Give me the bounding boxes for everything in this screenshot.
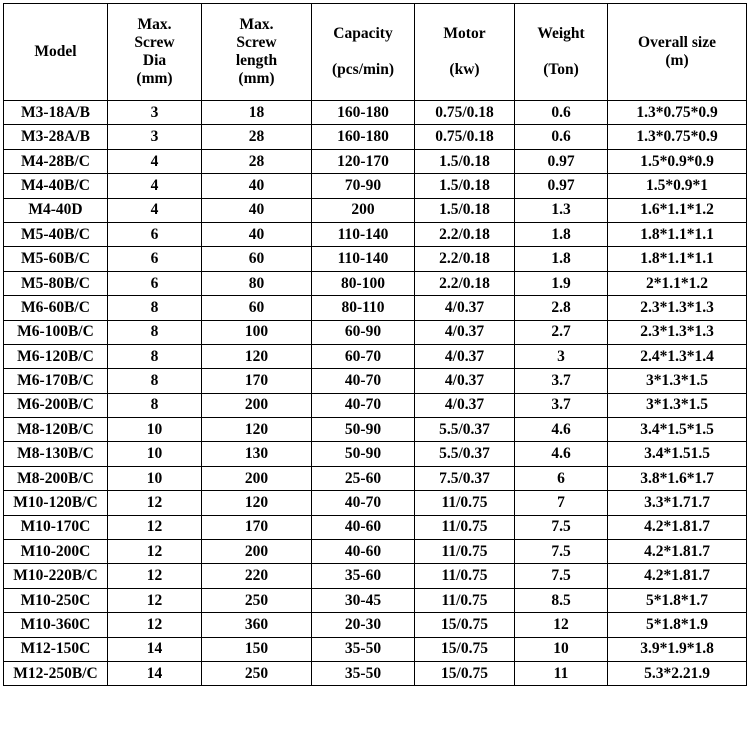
cell-model: M3-18A/B xyxy=(4,101,108,125)
header-screw-dia: Max. Screw Dia (mm) xyxy=(108,4,202,101)
cell-model: M4-40B/C xyxy=(4,174,108,198)
cell-model: M6-100B/C xyxy=(4,320,108,344)
cell-motor: 11/0.75 xyxy=(415,540,515,564)
cell-screw-length: 100 xyxy=(202,320,312,344)
cell-capacity: 80-110 xyxy=(312,296,415,320)
cell-capacity: 50-90 xyxy=(312,418,415,442)
cell-model: M5-40B/C xyxy=(4,222,108,246)
cell-screw-length: 120 xyxy=(202,491,312,515)
header-capacity: Capacity (pcs/min) xyxy=(312,4,415,101)
cell-model: M12-250B/C xyxy=(4,661,108,685)
cell-capacity: 160-180 xyxy=(312,125,415,149)
cell-overall-size: 3.9*1.9*1.8 xyxy=(608,637,747,661)
cell-capacity: 40-60 xyxy=(312,540,415,564)
cell-capacity: 35-60 xyxy=(312,564,415,588)
cell-capacity: 70-90 xyxy=(312,174,415,198)
cell-motor: 15/0.75 xyxy=(415,637,515,661)
cell-model: M10-360C xyxy=(4,613,108,637)
cell-weight: 6 xyxy=(515,466,608,490)
cell-motor: 2.2/0.18 xyxy=(415,271,515,295)
cell-overall-size: 1.5*0.9*1 xyxy=(608,174,747,198)
cell-screw-dia: 8 xyxy=(108,344,202,368)
cell-capacity: 160-180 xyxy=(312,101,415,125)
cell-motor: 1.5/0.18 xyxy=(415,198,515,222)
cell-model: M3-28A/B xyxy=(4,125,108,149)
cell-motor: 4/0.37 xyxy=(415,296,515,320)
cell-screw-dia: 10 xyxy=(108,466,202,490)
cell-motor: 0.75/0.18 xyxy=(415,125,515,149)
cell-weight: 7.5 xyxy=(515,540,608,564)
cell-overall-size: 3.3*1.71.7 xyxy=(608,491,747,515)
table-row xyxy=(4,588,747,612)
cell-motor: 4/0.37 xyxy=(415,369,515,393)
cell-weight: 3.7 xyxy=(515,369,608,393)
cell-screw-length: 120 xyxy=(202,344,312,368)
cell-model: M6-60B/C xyxy=(4,296,108,320)
cell-weight: 0.6 xyxy=(515,125,608,149)
cell-model: M12-150C xyxy=(4,637,108,661)
cell-weight: 1.3 xyxy=(515,198,608,222)
cell-weight: 3.7 xyxy=(515,393,608,417)
cell-motor: 5.5/0.37 xyxy=(415,442,515,466)
table-row xyxy=(4,174,747,198)
cell-capacity: 40-70 xyxy=(312,491,415,515)
table-row xyxy=(4,418,747,442)
cell-capacity: 40-70 xyxy=(312,393,415,417)
cell-overall-size: 1.3*0.75*0.9 xyxy=(608,125,747,149)
cell-model: M5-80B/C xyxy=(4,271,108,295)
cell-screw-length: 250 xyxy=(202,588,312,612)
cell-weight: 1.8 xyxy=(515,222,608,246)
cell-overall-size: 1.8*1.1*1.1 xyxy=(608,247,747,271)
cell-capacity: 60-70 xyxy=(312,344,415,368)
cell-motor: 4/0.37 xyxy=(415,320,515,344)
cell-screw-length: 120 xyxy=(202,418,312,442)
cell-overall-size: 3.4*1.5*1.5 xyxy=(608,418,747,442)
cell-weight: 7 xyxy=(515,491,608,515)
cell-model: M4-28B/C xyxy=(4,149,108,173)
cell-model: M6-120B/C xyxy=(4,344,108,368)
cell-model: M6-170B/C xyxy=(4,369,108,393)
cell-overall-size: 5.3*2.21.9 xyxy=(608,661,747,685)
cell-motor: 4/0.37 xyxy=(415,393,515,417)
table-header xyxy=(4,4,747,101)
cell-capacity: 80-100 xyxy=(312,271,415,295)
cell-weight: 7.5 xyxy=(515,564,608,588)
header-overall-size: Overall size (m) xyxy=(608,4,747,101)
cell-capacity: 200 xyxy=(312,198,415,222)
table-row xyxy=(4,613,747,637)
cell-screw-length: 80 xyxy=(202,271,312,295)
cell-capacity: 30-45 xyxy=(312,588,415,612)
cell-motor: 4/0.37 xyxy=(415,344,515,368)
cell-weight: 0.6 xyxy=(515,101,608,125)
cell-screw-length: 250 xyxy=(202,661,312,685)
cell-motor: 15/0.75 xyxy=(415,613,515,637)
cell-weight: 4.6 xyxy=(515,442,608,466)
cell-weight: 0.97 xyxy=(515,149,608,173)
cell-capacity: 110-140 xyxy=(312,247,415,271)
cell-screw-dia: 6 xyxy=(108,222,202,246)
cell-weight: 7.5 xyxy=(515,515,608,539)
cell-screw-length: 360 xyxy=(202,613,312,637)
cell-motor: 1.5/0.18 xyxy=(415,174,515,198)
cell-model: M10-120B/C xyxy=(4,491,108,515)
header-model: Model xyxy=(4,4,108,101)
table-row xyxy=(4,369,747,393)
cell-screw-dia: 8 xyxy=(108,369,202,393)
cell-screw-dia: 8 xyxy=(108,393,202,417)
cell-screw-dia: 6 xyxy=(108,271,202,295)
table-row xyxy=(4,247,747,271)
cell-screw-length: 200 xyxy=(202,466,312,490)
cell-motor: 11/0.75 xyxy=(415,564,515,588)
cell-screw-dia: 14 xyxy=(108,661,202,685)
cell-screw-dia: 12 xyxy=(108,588,202,612)
cell-screw-length: 220 xyxy=(202,564,312,588)
cell-screw-dia: 12 xyxy=(108,540,202,564)
cell-capacity: 120-170 xyxy=(312,149,415,173)
table-row xyxy=(4,637,747,661)
cell-overall-size: 1.3*0.75*0.9 xyxy=(608,101,747,125)
cell-screw-length: 18 xyxy=(202,101,312,125)
cell-weight: 3 xyxy=(515,344,608,368)
table-row xyxy=(4,271,747,295)
cell-weight: 11 xyxy=(515,661,608,685)
table-row xyxy=(4,198,747,222)
cell-screw-dia: 10 xyxy=(108,442,202,466)
cell-screw-length: 40 xyxy=(202,174,312,198)
header-weight: Weight (Ton) xyxy=(515,4,608,101)
cell-overall-size: 4.2*1.81.7 xyxy=(608,515,747,539)
cell-model: M8-120B/C xyxy=(4,418,108,442)
table-row xyxy=(4,296,747,320)
cell-overall-size: 2.4*1.3*1.4 xyxy=(608,344,747,368)
cell-screw-length: 28 xyxy=(202,125,312,149)
cell-overall-size: 3*1.3*1.5 xyxy=(608,393,747,417)
cell-screw-dia: 8 xyxy=(108,296,202,320)
cell-screw-dia: 4 xyxy=(108,198,202,222)
cell-model: M5-60B/C xyxy=(4,247,108,271)
table-row xyxy=(4,661,747,685)
cell-weight: 10 xyxy=(515,637,608,661)
cell-screw-dia: 12 xyxy=(108,515,202,539)
cell-model: M10-170C xyxy=(4,515,108,539)
cell-screw-length: 150 xyxy=(202,637,312,661)
header-screw-length: Max. Screw length (mm) xyxy=(202,4,312,101)
header-row xyxy=(4,4,747,101)
cell-model: M4-40D xyxy=(4,198,108,222)
cell-model: M8-200B/C xyxy=(4,466,108,490)
cell-motor: 11/0.75 xyxy=(415,588,515,612)
cell-capacity: 110-140 xyxy=(312,222,415,246)
cell-capacity: 50-90 xyxy=(312,442,415,466)
cell-overall-size: 2.3*1.3*1.3 xyxy=(608,320,747,344)
cell-motor: 5.5/0.37 xyxy=(415,418,515,442)
cell-motor: 0.75/0.18 xyxy=(415,101,515,125)
cell-screw-length: 200 xyxy=(202,393,312,417)
cell-model: M6-200B/C xyxy=(4,393,108,417)
cell-screw-dia: 6 xyxy=(108,247,202,271)
cell-screw-dia: 10 xyxy=(108,418,202,442)
table-row xyxy=(4,101,747,125)
table-row xyxy=(4,149,747,173)
table-row xyxy=(4,393,747,417)
cell-screw-dia: 14 xyxy=(108,637,202,661)
cell-overall-size: 2.3*1.3*1.3 xyxy=(608,296,747,320)
cell-screw-length: 40 xyxy=(202,222,312,246)
table-row xyxy=(4,125,747,149)
cell-weight: 1.9 xyxy=(515,271,608,295)
cell-overall-size: 5*1.8*1.7 xyxy=(608,588,747,612)
cell-overall-size: 3.8*1.6*1.7 xyxy=(608,466,747,490)
cell-screw-length: 28 xyxy=(202,149,312,173)
cell-capacity: 20-30 xyxy=(312,613,415,637)
cell-weight: 1.8 xyxy=(515,247,608,271)
cell-motor: 2.2/0.18 xyxy=(415,222,515,246)
cell-model: M10-220B/C xyxy=(4,564,108,588)
table-body xyxy=(4,101,747,686)
cell-overall-size: 5*1.8*1.9 xyxy=(608,613,747,637)
cell-capacity: 60-90 xyxy=(312,320,415,344)
cell-weight: 0.97 xyxy=(515,174,608,198)
cell-capacity: 40-60 xyxy=(312,515,415,539)
cell-screw-dia: 8 xyxy=(108,320,202,344)
table-row xyxy=(4,466,747,490)
cell-motor: 11/0.75 xyxy=(415,491,515,515)
cell-screw-dia: 3 xyxy=(108,101,202,125)
cell-weight: 12 xyxy=(515,613,608,637)
cell-screw-dia: 4 xyxy=(108,174,202,198)
cell-overall-size: 1.8*1.1*1.1 xyxy=(608,222,747,246)
cell-screw-dia: 4 xyxy=(108,149,202,173)
cell-motor: 1.5/0.18 xyxy=(415,149,515,173)
table-row xyxy=(4,540,747,564)
cell-capacity: 35-50 xyxy=(312,661,415,685)
table-row xyxy=(4,320,747,344)
cell-overall-size: 3*1.3*1.5 xyxy=(608,369,747,393)
cell-model: M10-200C xyxy=(4,540,108,564)
cell-overall-size: 1.6*1.1*1.2 xyxy=(608,198,747,222)
cell-overall-size: 3.4*1.51.5 xyxy=(608,442,747,466)
cell-motor: 2.2/0.18 xyxy=(415,247,515,271)
cell-screw-dia: 12 xyxy=(108,491,202,515)
cell-screw-length: 130 xyxy=(202,442,312,466)
cell-screw-dia: 3 xyxy=(108,125,202,149)
cell-screw-length: 40 xyxy=(202,198,312,222)
table-row xyxy=(4,222,747,246)
cell-weight: 2.7 xyxy=(515,320,608,344)
table-row xyxy=(4,564,747,588)
cell-model: M10-250C xyxy=(4,588,108,612)
cell-screw-length: 170 xyxy=(202,515,312,539)
table-row xyxy=(4,442,747,466)
cell-capacity: 25-60 xyxy=(312,466,415,490)
cell-weight: 4.6 xyxy=(515,418,608,442)
cell-screw-length: 60 xyxy=(202,296,312,320)
cell-capacity: 40-70 xyxy=(312,369,415,393)
header-motor: Motor (kw) xyxy=(415,4,515,101)
cell-overall-size: 1.5*0.9*0.9 xyxy=(608,149,747,173)
cell-screw-dia: 12 xyxy=(108,613,202,637)
cell-motor: 15/0.75 xyxy=(415,661,515,685)
cell-screw-length: 60 xyxy=(202,247,312,271)
cell-model: M8-130B/C xyxy=(4,442,108,466)
cell-overall-size: 4.2*1.81.7 xyxy=(608,564,747,588)
spec-table xyxy=(3,3,747,686)
cell-screw-length: 200 xyxy=(202,540,312,564)
cell-weight: 2.8 xyxy=(515,296,608,320)
cell-screw-length: 170 xyxy=(202,369,312,393)
table-row xyxy=(4,491,747,515)
cell-motor: 7.5/0.37 xyxy=(415,466,515,490)
cell-screw-dia: 12 xyxy=(108,564,202,588)
table-row xyxy=(4,515,747,539)
cell-weight: 8.5 xyxy=(515,588,608,612)
cell-capacity: 35-50 xyxy=(312,637,415,661)
table-row xyxy=(4,344,747,368)
cell-motor: 11/0.75 xyxy=(415,515,515,539)
cell-overall-size: 2*1.1*1.2 xyxy=(608,271,747,295)
cell-overall-size: 4.2*1.81.7 xyxy=(608,540,747,564)
